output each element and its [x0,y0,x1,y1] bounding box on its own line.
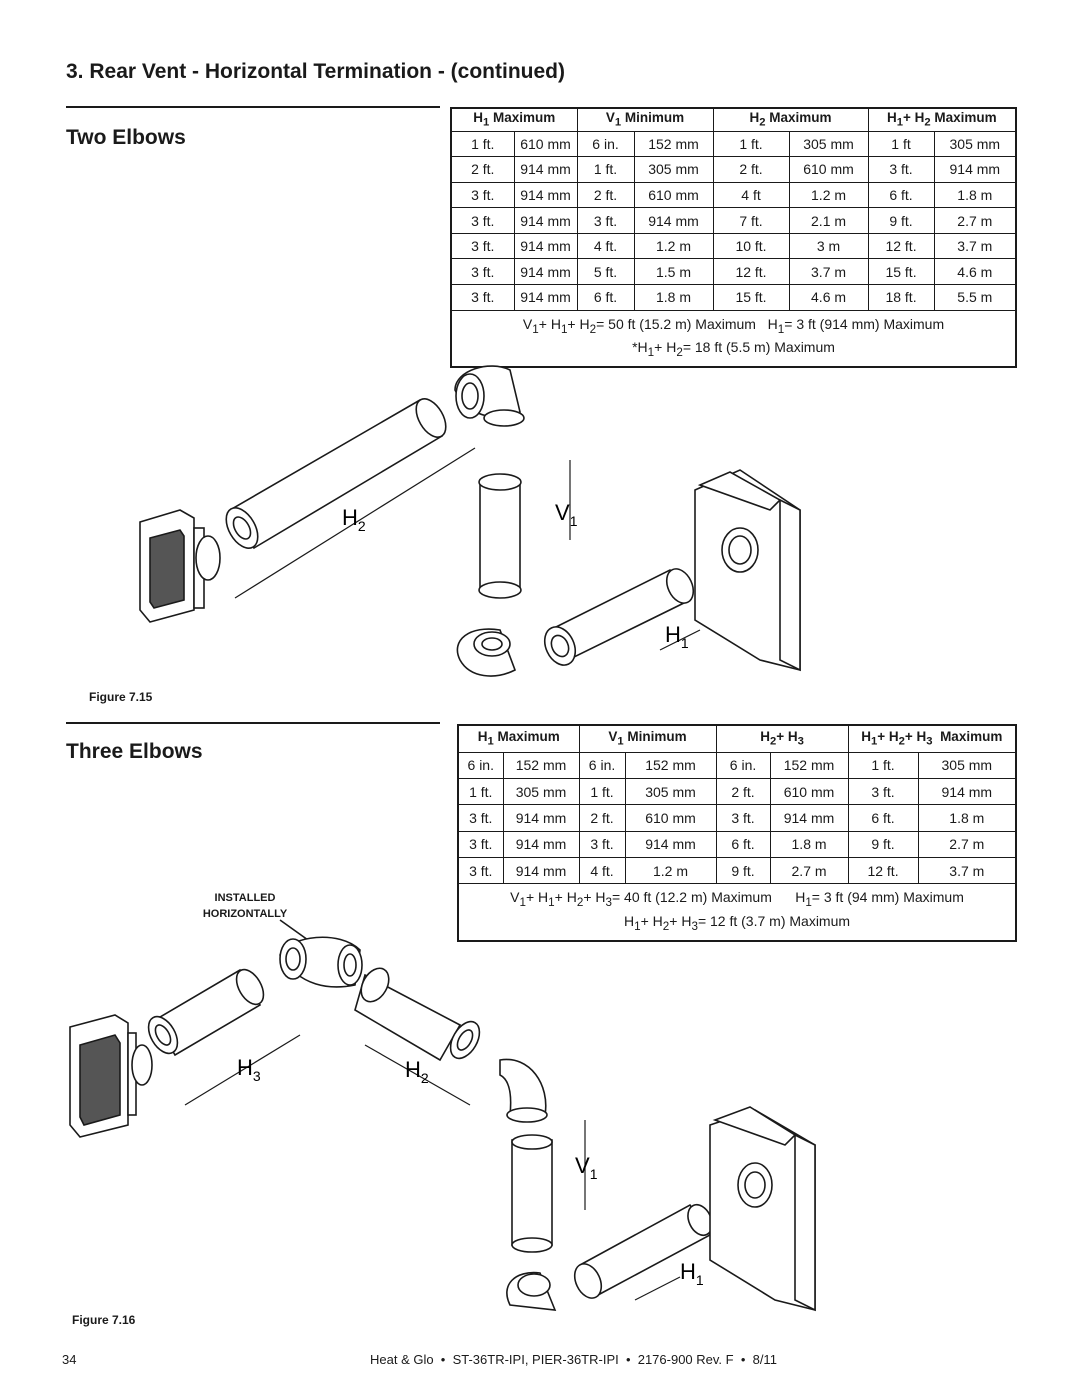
termination-cap [70,1015,152,1137]
elbow-horizontal [280,937,362,987]
dim-label-h1: $H_1$ [680,1259,704,1288]
figure-7-16-label: Figure 7.16 [72,1313,136,1327]
table-row: 3 ft. 914 mm 4 ft. 1.2 m 10 ft. 3 m 12 ft. 3.7 m [451,233,1016,259]
table-header-row [451,108,1016,131]
section-title: 3. Rear Vent - Horizontal Termination - (continued) [66,60,565,83]
col-header-h1-h2-max: $H_1+ H_2$ Maximum [868,108,1016,131]
table-row: 3 ft. 914 mm 4 ft. 1.2 m 9 ft. 2.7 m 12 ft. 3.7 m [458,858,1016,884]
installed-horizontally-label: INSTALLED HORIZONTALLY [202,892,288,920]
dim-label-h1: $H_1$ [665,622,689,651]
two-elbows-table [450,107,1017,368]
dim-label-h2: $H_2$ [342,505,366,534]
table-row: 1 ft. 305 mm 1 ft. 305 mm 2 ft. 610 mm 3 ft. 914 mm [458,778,1016,804]
col-header-v1-min: $V_1$ Minimum [579,725,716,752]
table-row: 3 ft. 914 mm 3 ft. 914 mm 6 ft. 1.8 m 9 ft. 2.7 m [458,831,1016,857]
figure-7-16-illustration [60,915,830,1315]
figure-7-15-illustration [120,360,820,680]
three-elbows-heading: Three Elbows [66,740,203,763]
table-row: 6 in. 152 mm 6 in. 152 mm 6 in. 152 mm 1 ft. 305 mm [458,752,1016,778]
footer-doc-info: Heat & Glo • ST-36TR-IPI, PIER-36TR-IPI • 2176-900 Rev. F • 8/11 [370,1352,777,1367]
horizontal-pipe-h1 [570,1201,717,1303]
vertical-pipe-v1 [512,1135,552,1252]
termination-cap [140,510,220,622]
table-row: 3 ft. 914 mm 3 ft. 914 mm 7 ft. 2.1 m 9 ft. 2.7 m [451,208,1016,234]
three-elbows-rule [66,722,440,724]
elbow-bottom [457,629,515,676]
page-number: 34 [62,1352,77,1367]
three-elbows-note-line-1: $V_1+ H_1+ H_2+ H_3= 40$ ft (12.2 m) Maximum $H_1= 3$ ft (94 mm) Maximum [510,889,964,910]
table-header-row [458,725,1016,752]
elbow-bottom [507,1273,555,1310]
horizontal-pipe-h3 [143,965,269,1058]
two-elbows-rule [66,106,440,108]
fireplace-unit [695,470,800,670]
two-elbows-note-line-2: $*H_1+ H_2= 18$ ft (5.5 m) Maximum [632,339,835,360]
table-row: 3 ft. 914 mm 5 ft. 1.5 m 12 ft. 3.7 m 15 ft. 4.6 m [451,259,1016,285]
dim-label-h2: $H_2$ [405,1057,429,1086]
figure-7-15-label: Figure 7.15 [89,690,153,704]
dim-label-v1: $V_1$ [555,500,578,529]
table-row: 3 ft. 914 mm 6 ft. 1.8 m 15 ft. 4.6 m 18 ft. 5.5 m [451,285,1016,311]
three-elbows-rows [458,752,1016,941]
col-header-v1-min: $V_1$ Minimum [577,108,713,131]
col-header-h1-max: $H_1$ Maximum [451,108,577,131]
table-row: 1 ft. 610 mm 6 in. 152 mm 1 ft. 305 mm 1 ft 305 mm [451,131,1016,157]
dim-label-h3: $H_3$ [237,1055,261,1084]
col-header-h1-h2-h3-max: $H_1+ H_2+ H_3$ Maximum [848,725,1016,752]
table-note-row [451,310,1016,367]
three-elbows-note-line-2: $H_1+ H_2+ H_3= 12$ ft (3.7 m) Maximum [624,913,851,934]
two-elbows-rows [451,131,1016,367]
two-elbows-note [451,310,1016,367]
fireplace-unit [710,1107,815,1310]
three-elbows-table [457,724,1017,942]
col-header-h2-max: $H_2$ Maximum [713,108,868,131]
horizontal-pipe-h1 [539,565,699,670]
vertical-pipe-v1 [479,474,521,598]
col-header-h2-h3: $H_2+ H_3$ [716,725,848,752]
elbow-top [455,366,524,426]
two-elbows-note-line-1: $V_1+ H_1+ H_2= 50$ ft (15.2 m) Maximum $H_1= 3$ ft (914 mm) Maximum [522,315,945,336]
dim-label-v1: $V_1$ [575,1153,598,1182]
two-elbows-heading: Two Elbows [66,126,186,149]
col-header-h1-max: $H_1$ Maximum [458,725,579,752]
table-row: 3 ft. 914 mm 2 ft. 610 mm 4 ft 1.2 m 6 ft. 1.8 m [451,182,1016,208]
horizontal-pipe-h2 [220,394,452,554]
horizontal-pipe-h2 [355,963,485,1063]
table-row: 3 ft. 914 mm 2 ft. 610 mm 3 ft. 914 mm 6 ft. 1.8 m [458,805,1016,831]
table-row: 2 ft. 914 mm 1 ft. 305 mm 2 ft. 610 mm 3 ft. 914 mm [451,157,1016,183]
elbow-vertical [500,1059,547,1122]
